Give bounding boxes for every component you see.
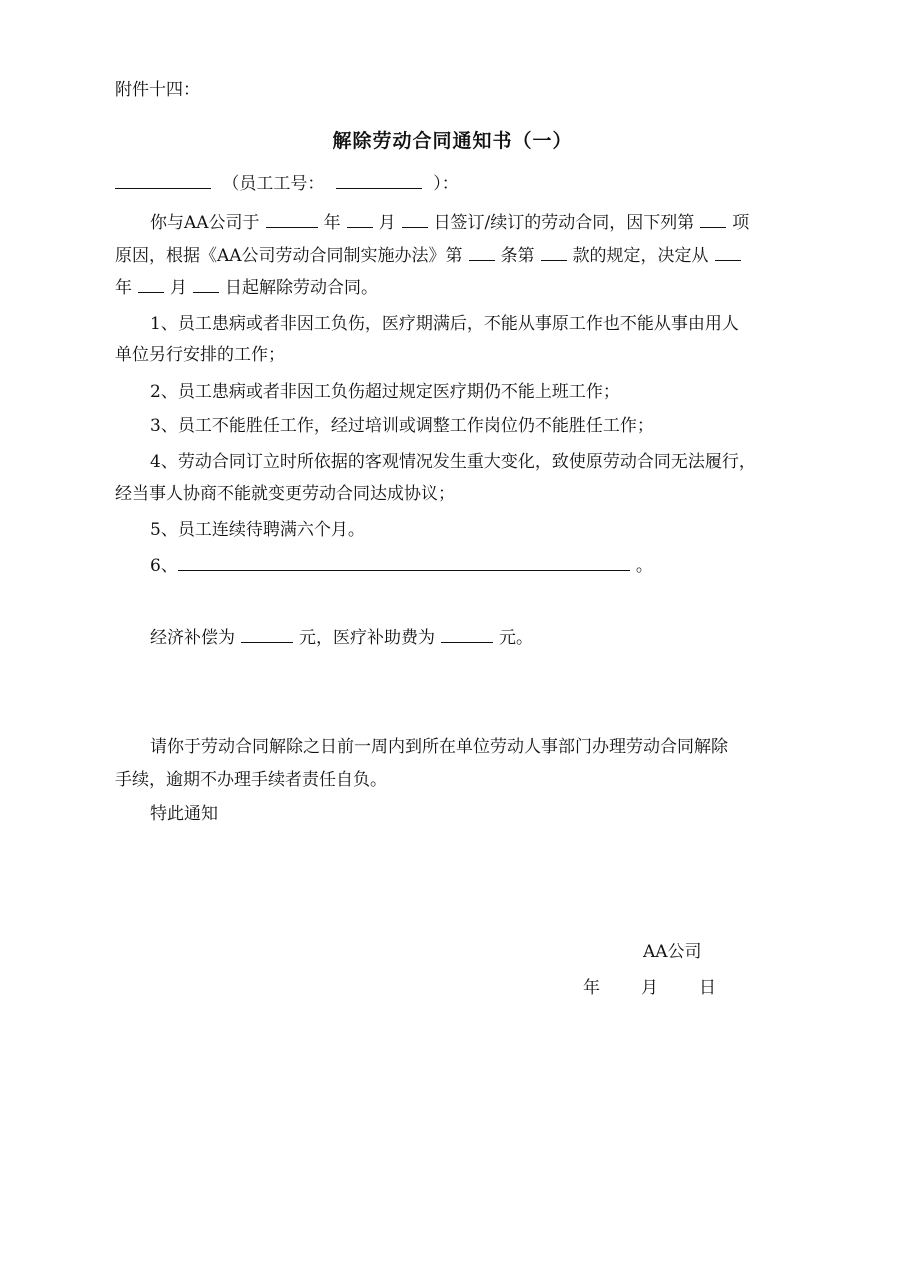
reason-2: 2、员工患病或者非因工负伤超过规定医疗期仍不能上班工作； — [150, 382, 620, 402]
clause-label: 款的规定，决定从 — [572, 246, 709, 266]
compensation-amount-blank[interactable] — [241, 625, 293, 643]
signature-date — [583, 976, 716, 1000]
signature-company: AA公司 — [643, 942, 702, 962]
addressee-suffix: ）： — [433, 174, 459, 194]
signature-month: 月 — [641, 978, 658, 998]
reason-5: 5、员工连续待聘满六个月。 — [150, 520, 365, 540]
end-month-blank[interactable] — [138, 275, 164, 293]
employee-name-blank[interactable] — [115, 171, 211, 189]
medical-subsidy-label: 元，医疗补助费为 — [299, 628, 435, 648]
notice-line-2: 手续，逾期不办理手续者责任自负。 — [115, 770, 387, 790]
intro-line-3 — [115, 275, 378, 300]
attachment-label: 附件十四： — [115, 80, 200, 100]
reason-3: 3、员工不能胜任工作，经过培训或调整工作岗位仍不能胜任工作； — [150, 416, 654, 436]
signature-day: 日 — [699, 978, 716, 998]
end-month-label: 月 — [170, 278, 187, 298]
sign-year-blank[interactable] — [266, 210, 318, 228]
reason-1-line-1: 1、员工患病或者非因工负伤，医疗期满后，不能从事原工作也不能从事由用人 — [150, 314, 739, 334]
notice-line-1: 请你于劳动合同解除之日前一周内到所在单位劳动人事部门办理劳动合同解除 — [150, 737, 728, 757]
day-sign-text: 日签订/续订的劳动合同，因下列第 — [433, 213, 695, 233]
end-year-blank[interactable] — [715, 243, 741, 261]
intro-text: 你与AA公司于 — [150, 213, 260, 233]
addressee-line — [115, 171, 459, 196]
compensation-label: 经济补偿为 — [150, 628, 235, 648]
reason-1-line-2: 单位另行安排的工作； — [115, 345, 285, 365]
employee-id-prefix: （员工工号： — [222, 174, 325, 194]
reason-4-line-2: 经当事人协商不能就变更劳动合同达成协议； — [115, 484, 455, 504]
sign-month-blank[interactable] — [347, 210, 373, 228]
compensation-line — [150, 625, 533, 650]
closing-text: 特此通知 — [150, 804, 218, 824]
item-label: 项 — [732, 213, 750, 233]
reason-6 — [150, 553, 653, 578]
article-label: 条第 — [500, 246, 535, 266]
reason-6-prefix: 6、 — [150, 556, 178, 576]
signature-year: 年 — [583, 978, 600, 998]
end-year-label: 年 — [115, 278, 132, 298]
medical-subsidy-blank[interactable] — [441, 625, 493, 643]
document-title: 解除劳动合同通知书（一） — [332, 130, 573, 152]
reason-item-blank[interactable] — [700, 210, 726, 228]
reason-4-line-1: 4、劳动合同订立时所依据的客观情况发生重大变化，致使原劳动合同无法履行， — [150, 452, 756, 472]
end-day-text: 日起解除劳动合同。 — [225, 278, 378, 298]
employee-id-blank[interactable] — [336, 171, 422, 189]
sign-day-blank[interactable] — [402, 210, 428, 228]
year-label: 年 — [323, 213, 341, 233]
basis-text: 原因，根据《AA公司劳动合同制实施办法》第 — [115, 246, 463, 266]
end-day-blank[interactable] — [193, 275, 219, 293]
intro-line-2 — [115, 243, 747, 268]
medical-unit: 元。 — [499, 628, 533, 648]
month-label: 月 — [378, 213, 396, 233]
clause-blank[interactable] — [541, 243, 567, 261]
article-blank[interactable] — [469, 243, 495, 261]
reason-6-suffix: 。 — [635, 556, 653, 576]
intro-line-1 — [150, 210, 749, 235]
reason-6-blank[interactable] — [178, 553, 630, 571]
